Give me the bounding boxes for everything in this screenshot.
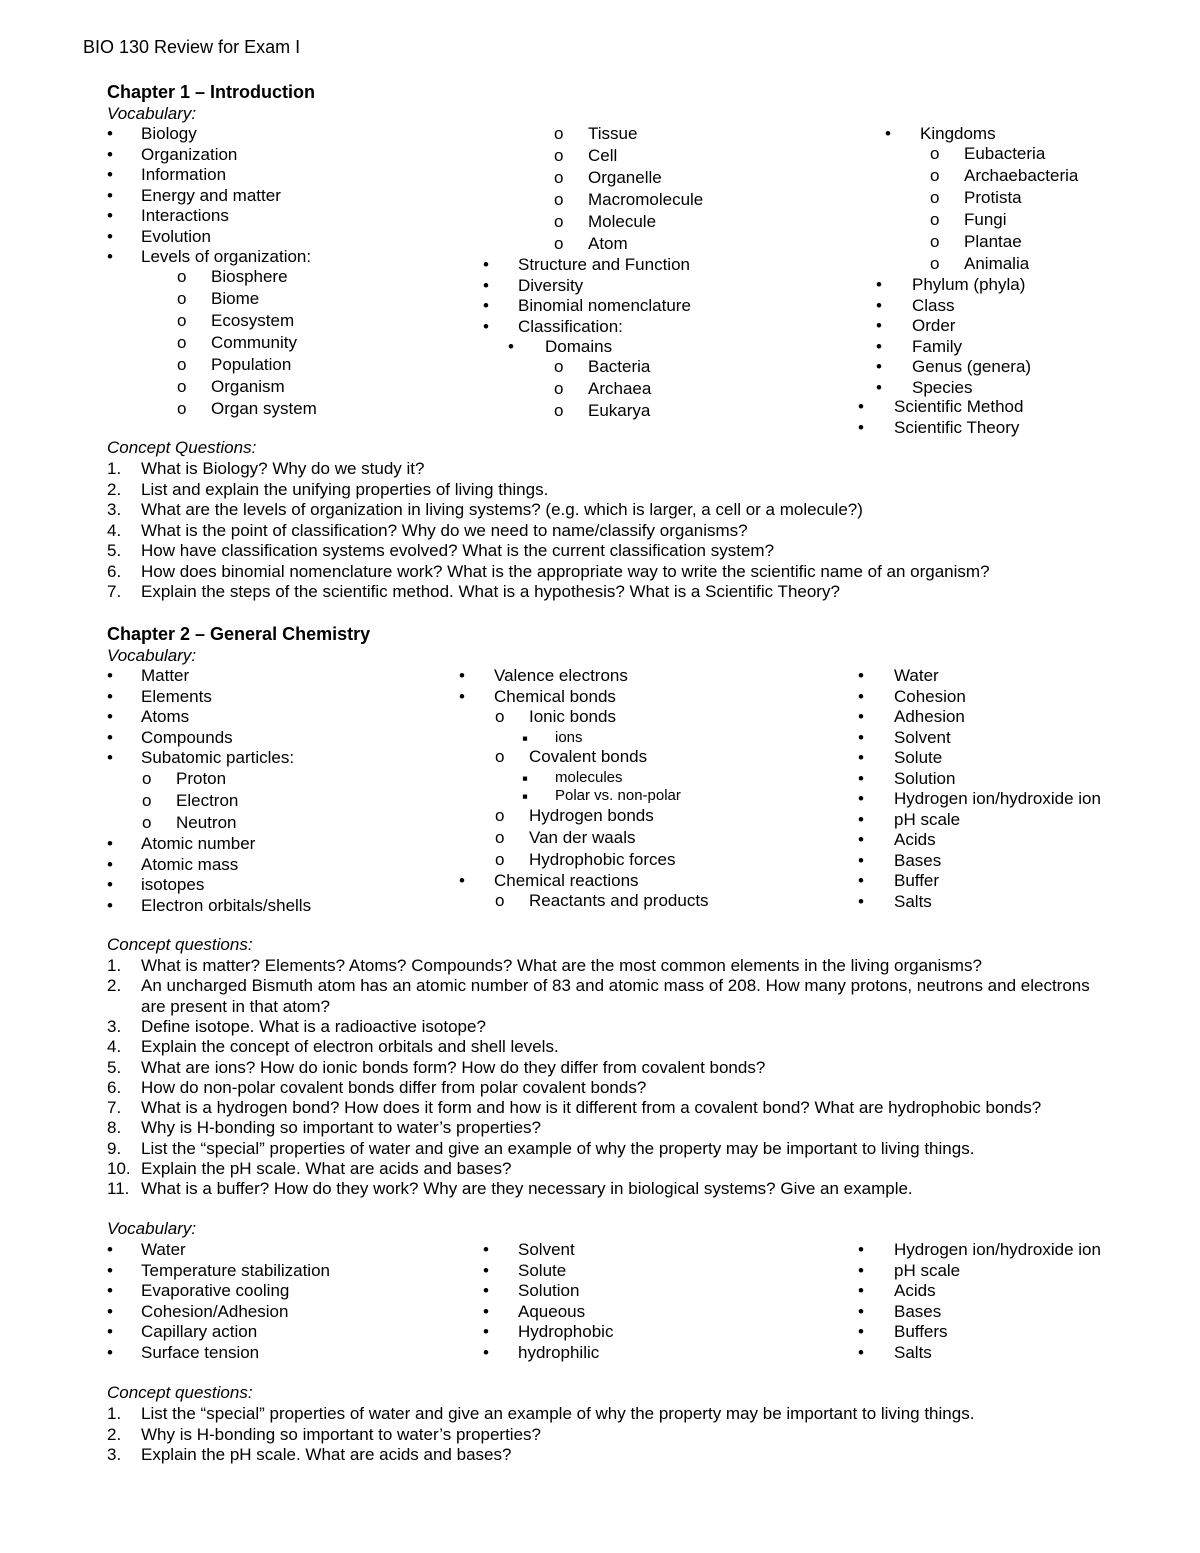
bullet-marker: •: [107, 854, 113, 874]
bullet-marker: •: [876, 275, 882, 294]
list-item: Cell: [588, 146, 618, 165]
list-item: Atomic mass: [141, 854, 239, 874]
list-item: Acids: [894, 830, 936, 849]
list-item: Scientific Theory: [894, 418, 1020, 437]
list-item: Surface tension: [141, 1342, 260, 1362]
list-item: Biology: [141, 124, 197, 143]
list-item: Diversity: [518, 275, 584, 295]
sub-bullet-marker: o: [495, 850, 505, 869]
bullet-marker: •: [858, 1281, 864, 1300]
question-number: 3.: [107, 1016, 122, 1036]
chapter-2-heading: Chapter 2 – General Chemistry: [107, 624, 371, 644]
bullet-marker: •: [107, 1281, 113, 1300]
list-item: Protista: [964, 188, 1022, 207]
list-item: Subatomic particles:: [141, 748, 295, 767]
question-number: 3.: [107, 500, 122, 519]
water-concept-label: Concept questions:: [107, 1383, 253, 1402]
sub-bullet-marker: o: [495, 891, 505, 910]
question-number: 4.: [107, 1037, 122, 1057]
bullet-marker: •: [858, 1301, 864, 1321]
list-item: Organelle: [588, 168, 662, 187]
bullet-marker: •: [858, 666, 864, 685]
list-item: Information: [141, 165, 227, 184]
list-item: molecules: [555, 769, 623, 786]
list-item: Adhesion: [894, 707, 965, 726]
list-item: Archaea: [588, 379, 652, 398]
question-number: 1.: [107, 1404, 122, 1423]
sub-bullet-marker: o: [930, 166, 940, 185]
list-item: Class: [912, 295, 955, 315]
list-item: Solute: [894, 748, 943, 767]
question-text: What is a buffer? How do they work? Why are they necessary in biological systems? Give an example.: [141, 1179, 913, 1199]
sub-bullet-marker: o: [177, 333, 187, 352]
bullet-marker: •: [483, 1342, 489, 1362]
sub-bullet-marker: o: [930, 232, 940, 251]
list-item: Buffers: [894, 1322, 948, 1341]
bullet-marker: •: [858, 397, 864, 416]
question-number: 10.: [107, 1159, 131, 1178]
list-item: Elements: [141, 686, 212, 706]
list-item: Hydrogen ion/hydroxide ion: [894, 789, 1101, 808]
sub-bullet-marker: o: [930, 188, 940, 207]
question-text-continued: are present in that atom?: [141, 996, 331, 1016]
list-item: Hydrogen bonds: [529, 806, 654, 825]
bullet-marker: •: [107, 226, 113, 246]
sub-bullet-marker: o: [554, 146, 564, 165]
list-item: Binomial nomenclature: [518, 296, 691, 315]
bullet-marker: •: [858, 707, 864, 726]
list-item: Biome: [211, 289, 260, 308]
sub-bullet-marker: o: [177, 399, 187, 418]
question-number: 3.: [107, 1445, 122, 1464]
sub-bullet-marker: o: [177, 267, 187, 286]
bullet-marker: •: [107, 185, 113, 205]
bullet-marker: •: [858, 809, 864, 829]
sub-bullet-marker: o: [177, 377, 187, 396]
list-item: Plantae: [964, 232, 1022, 251]
list-item: Animalia: [964, 254, 1030, 273]
question-text: Why is H-bonding so important to water’s properties?: [141, 1424, 541, 1444]
question-text: How do non-polar covalent bonds differ from polar covalent bonds?: [141, 1077, 647, 1097]
list-item: Interactions: [141, 206, 229, 225]
question-text: List and explain the unifying properties of living things.: [141, 479, 549, 499]
bullet-marker: •: [858, 1342, 864, 1362]
list-item: Polar vs. non-polar: [555, 787, 681, 804]
sub-bullet-marker: o: [495, 828, 505, 847]
question-text: Why is H-bonding so important to water’s properties?: [141, 1118, 541, 1138]
list-item: Hydrophobic forces: [529, 850, 676, 869]
bullet-marker: •: [483, 1322, 489, 1341]
question-number: 5.: [107, 541, 122, 560]
question-number: 6.: [107, 1077, 122, 1097]
list-item: Levels of organization:: [141, 247, 312, 266]
list-item: Structure and Function: [518, 255, 690, 274]
sub-bullet-marker: o: [142, 813, 152, 832]
bullet-marker: •: [483, 1281, 489, 1300]
list-item: Macromolecule: [588, 190, 704, 209]
list-item: Solution: [894, 768, 956, 788]
bullet-marker: •: [876, 357, 882, 376]
list-item: Van der waals: [529, 828, 636, 847]
list-item: Water: [141, 1240, 186, 1259]
list-item: Solvent: [518, 1240, 575, 1259]
list-item: Aqueous: [518, 1301, 586, 1321]
list-item: Genus (genera): [912, 357, 1032, 376]
question-text: Explain the pH scale. What are acids and bases?: [141, 1159, 512, 1178]
list-item: Hydrophobic: [518, 1322, 614, 1341]
list-item: Valence electrons: [494, 666, 628, 685]
list-item: Temperature stabilization: [141, 1260, 330, 1280]
bullet-marker: •: [858, 789, 864, 808]
sub-bullet-marker: o: [930, 210, 940, 229]
bullet-marker: •: [858, 768, 864, 788]
bullet-marker: •: [107, 1322, 113, 1341]
sub-bullet-marker: o: [554, 401, 564, 420]
question-number: 9.: [107, 1138, 122, 1158]
square-bullet-marker: ▪: [522, 769, 529, 788]
bullet-marker: •: [107, 124, 113, 143]
question-text: Explain the steps of the scientific method. What is a hypothesis? What is a Scientific Theory?: [141, 582, 840, 601]
bullet-marker: •: [858, 1322, 864, 1341]
question-number: 8.: [107, 1118, 122, 1138]
bullet-marker: •: [459, 686, 465, 706]
list-item: Electron orbitals/shells: [141, 895, 312, 915]
square-bullet-marker: ▪: [522, 787, 529, 806]
bullet-marker: •: [483, 296, 489, 315]
question-number: 11.: [107, 1179, 130, 1199]
sub-bullet-marker: o: [554, 212, 564, 231]
question-text: What is Biology? Why do we study it?: [141, 459, 425, 478]
question-number: 2.: [107, 479, 122, 499]
bullet-marker: •: [107, 834, 113, 853]
list-item: isotopes: [141, 875, 205, 894]
list-item: Neutron: [176, 813, 237, 832]
list-item: Fungi: [964, 210, 1007, 229]
bullet-marker: •: [107, 895, 113, 915]
list-item: Solute: [518, 1260, 567, 1280]
bullet-marker: •: [107, 144, 113, 164]
question-text: How have classification systems evolved? What is the current classification system?: [141, 541, 775, 560]
bullet-marker: •: [107, 686, 113, 706]
bullet-marker: •: [858, 830, 864, 849]
sub-bullet-marker: o: [554, 124, 564, 143]
bullet-marker: •: [876, 295, 882, 315]
question-text: An uncharged Bismuth atom has an atomic number of 83 and atomic mass of 208. How many protons, neutrons and electrons: [141, 976, 1090, 996]
list-item: Species: [912, 377, 973, 397]
list-item: Solution: [518, 1281, 580, 1300]
list-item: Covalent bonds: [529, 747, 648, 766]
sub-bullet-marker: o: [554, 190, 564, 209]
question-number: 1.: [107, 459, 122, 478]
bullet-marker: •: [876, 316, 882, 335]
question-text: What is matter? Elements? Atoms? Compounds? What are the most common elements in the living organisms?: [141, 956, 982, 975]
bullet-marker: •: [858, 1240, 864, 1259]
list-item: Hydrogen ion/hydroxide ion: [894, 1240, 1101, 1259]
bullet-marker: •: [876, 336, 882, 356]
list-item: Phylum (phyla): [912, 275, 1026, 294]
list-item: Evaporative cooling: [141, 1281, 290, 1300]
bullet-marker: •: [858, 418, 864, 437]
list-item: Kingdoms: [920, 124, 996, 143]
list-item: Chemical reactions: [494, 871, 639, 890]
list-item: Electron: [176, 791, 239, 810]
list-item: Bases: [894, 1301, 942, 1321]
list-item: Order: [912, 316, 956, 335]
question-number: 6.: [107, 561, 122, 581]
sub-bullet-marker: o: [554, 234, 564, 253]
list-item: Solvent: [894, 727, 951, 747]
question-number: 2.: [107, 1424, 122, 1444]
question-text: Explain the pH scale. What are acids and bases?: [141, 1445, 512, 1464]
question-number: 2.: [107, 976, 122, 996]
sub-bullet-marker: o: [554, 168, 564, 187]
list-item: hydrophilic: [518, 1342, 600, 1362]
question-text: What are the levels of organization in living systems? (e.g. which is larger, a cell or a molecule?): [141, 500, 863, 519]
list-item: Ecosystem: [211, 311, 295, 330]
list-item: Reactants and products: [529, 891, 709, 910]
sub-bullet-marker: o: [930, 254, 940, 273]
bullet-marker: •: [107, 1260, 113, 1280]
bullet-marker: •: [885, 124, 891, 143]
sub-bullet-marker: o: [142, 769, 152, 788]
list-item: Atomic number: [141, 834, 256, 853]
bullet-marker: •: [107, 1342, 113, 1362]
sub-bullet-marker: o: [554, 357, 564, 376]
question-text: What are ions? How do ionic bonds form? How do they differ from covalent bonds?: [141, 1057, 766, 1077]
list-item: pH scale: [894, 809, 961, 829]
list-item: Tissue: [588, 124, 638, 143]
bullet-marker: •: [107, 165, 113, 184]
list-item: Molecule: [588, 212, 657, 231]
sub-bullet-marker: o: [554, 379, 564, 398]
chapter-2-vocabulary-label: Vocabulary:: [107, 646, 197, 665]
bullet-marker: •: [483, 316, 489, 336]
list-item: Salts: [894, 891, 932, 911]
bullet-marker: •: [107, 1240, 113, 1259]
bullet-marker: •: [107, 748, 113, 767]
list-item: Eukarya: [588, 401, 651, 420]
bullet-marker: •: [858, 891, 864, 911]
list-item: Biosphere: [211, 267, 288, 286]
bullet-marker: •: [483, 255, 489, 274]
bullet-marker: •: [858, 1260, 864, 1280]
list-item: Organism: [211, 377, 285, 396]
bullet-marker: •: [483, 1301, 489, 1321]
chapter-1-concept-label: Concept Questions:: [107, 438, 257, 457]
square-bullet-marker: ▪: [522, 729, 529, 748]
sub-bullet-marker: o: [495, 747, 505, 766]
bullet-marker: •: [858, 748, 864, 767]
water-vocabulary-label: Vocabulary:: [107, 1219, 197, 1238]
question-number: 1.: [107, 956, 122, 975]
list-item: Organization: [141, 144, 238, 164]
question-number: 7.: [107, 582, 122, 601]
list-item: Chemical bonds: [494, 686, 616, 706]
list-item: Community: [211, 333, 297, 352]
question-text: Explain the concept of electron orbitals and shell levels.: [141, 1037, 559, 1057]
bullet-marker: •: [858, 686, 864, 706]
question-number: 5.: [107, 1057, 122, 1077]
bullet-marker: •: [858, 871, 864, 890]
list-item: Atoms: [141, 707, 190, 726]
bullet-marker: •: [107, 247, 113, 266]
list-item: Capillary action: [141, 1322, 258, 1341]
list-item: Scientific Method: [894, 397, 1024, 416]
question-text: What is the point of classification? Why do we need to name/classify organisms?: [141, 520, 748, 540]
list-item: Bases: [894, 850, 942, 870]
list-item: Buffer: [894, 871, 940, 890]
sub-bullet-marker: o: [177, 289, 187, 308]
bullet-marker: •: [483, 1260, 489, 1280]
bullet-marker: •: [858, 850, 864, 870]
question-number: 7.: [107, 1098, 122, 1118]
question-text: List the “special” properties of water and give an example of why the property may be important to living things.: [141, 1138, 975, 1158]
list-item: Matter: [141, 666, 190, 685]
list-item: Family: [912, 336, 963, 356]
list-item: pH scale: [894, 1260, 961, 1280]
list-item: Evolution: [141, 226, 211, 246]
list-item: Proton: [176, 769, 227, 788]
question-text: List the “special” properties of water and give an example of why the property may be important to living things.: [141, 1404, 975, 1423]
bullet-marker: •: [107, 1301, 113, 1321]
bullet-marker: •: [107, 707, 113, 726]
bullet-marker: •: [459, 666, 465, 685]
bullet-marker: •: [459, 871, 465, 890]
list-item: Water: [894, 666, 939, 685]
chapter-1-vocabulary-label: Vocabulary:: [107, 104, 197, 123]
list-item: Salts: [894, 1342, 932, 1362]
sub-bullet-marker: o: [142, 791, 152, 810]
sub-bullet-marker: o: [177, 355, 187, 374]
bullet-marker: •: [107, 875, 113, 894]
bullet-marker: •: [107, 666, 113, 685]
question-number: 4.: [107, 520, 122, 540]
list-item: Archaebacteria: [964, 166, 1079, 185]
bullet-marker: •: [107, 206, 113, 225]
question-text: How does binomial nomenclature work? What is the appropriate way to write the scientific name of an organism?: [141, 561, 990, 581]
sub-bullet-marker: o: [177, 311, 187, 330]
question-text: What is a hydrogen bond? How does it form and how is it different from a covalent bond? What are hydrophobic bonds?: [141, 1098, 1042, 1118]
list-item: Population: [211, 355, 292, 374]
bullet-marker: •: [107, 727, 113, 747]
bullet-marker: •: [858, 727, 864, 747]
bullet-marker: •: [483, 1240, 489, 1259]
list-item: Atom: [588, 234, 628, 253]
list-item: Bacteria: [588, 357, 651, 376]
document-title: BIO 130 Review for Exam I: [83, 37, 301, 57]
list-item: Organ system: [211, 399, 317, 418]
chapter-2-concept-label: Concept questions:: [107, 935, 253, 954]
sub-bullet-marker: o: [495, 707, 505, 726]
bullet-marker: •: [876, 377, 882, 397]
question-text: Define isotope. What is a radioactive isotope?: [141, 1016, 486, 1036]
bullet-marker: •: [508, 337, 514, 356]
list-item: Ionic bonds: [529, 707, 616, 726]
list-item: Energy and matter: [141, 185, 281, 205]
list-item: Acids: [894, 1281, 936, 1300]
sub-bullet-marker: o: [930, 144, 940, 163]
list-item: Cohesion: [894, 686, 966, 706]
list-item: ions: [555, 729, 583, 746]
bullet-marker: •: [483, 275, 489, 295]
list-item: Domains: [545, 337, 613, 356]
chapter-1-heading: Chapter 1 – Introduction: [107, 82, 316, 102]
list-item: Compounds: [141, 727, 233, 747]
list-item: Classification:: [518, 316, 623, 336]
list-item: Cohesion/Adhesion: [141, 1301, 289, 1321]
list-item: Eubacteria: [964, 144, 1046, 163]
sub-bullet-marker: o: [495, 806, 505, 825]
